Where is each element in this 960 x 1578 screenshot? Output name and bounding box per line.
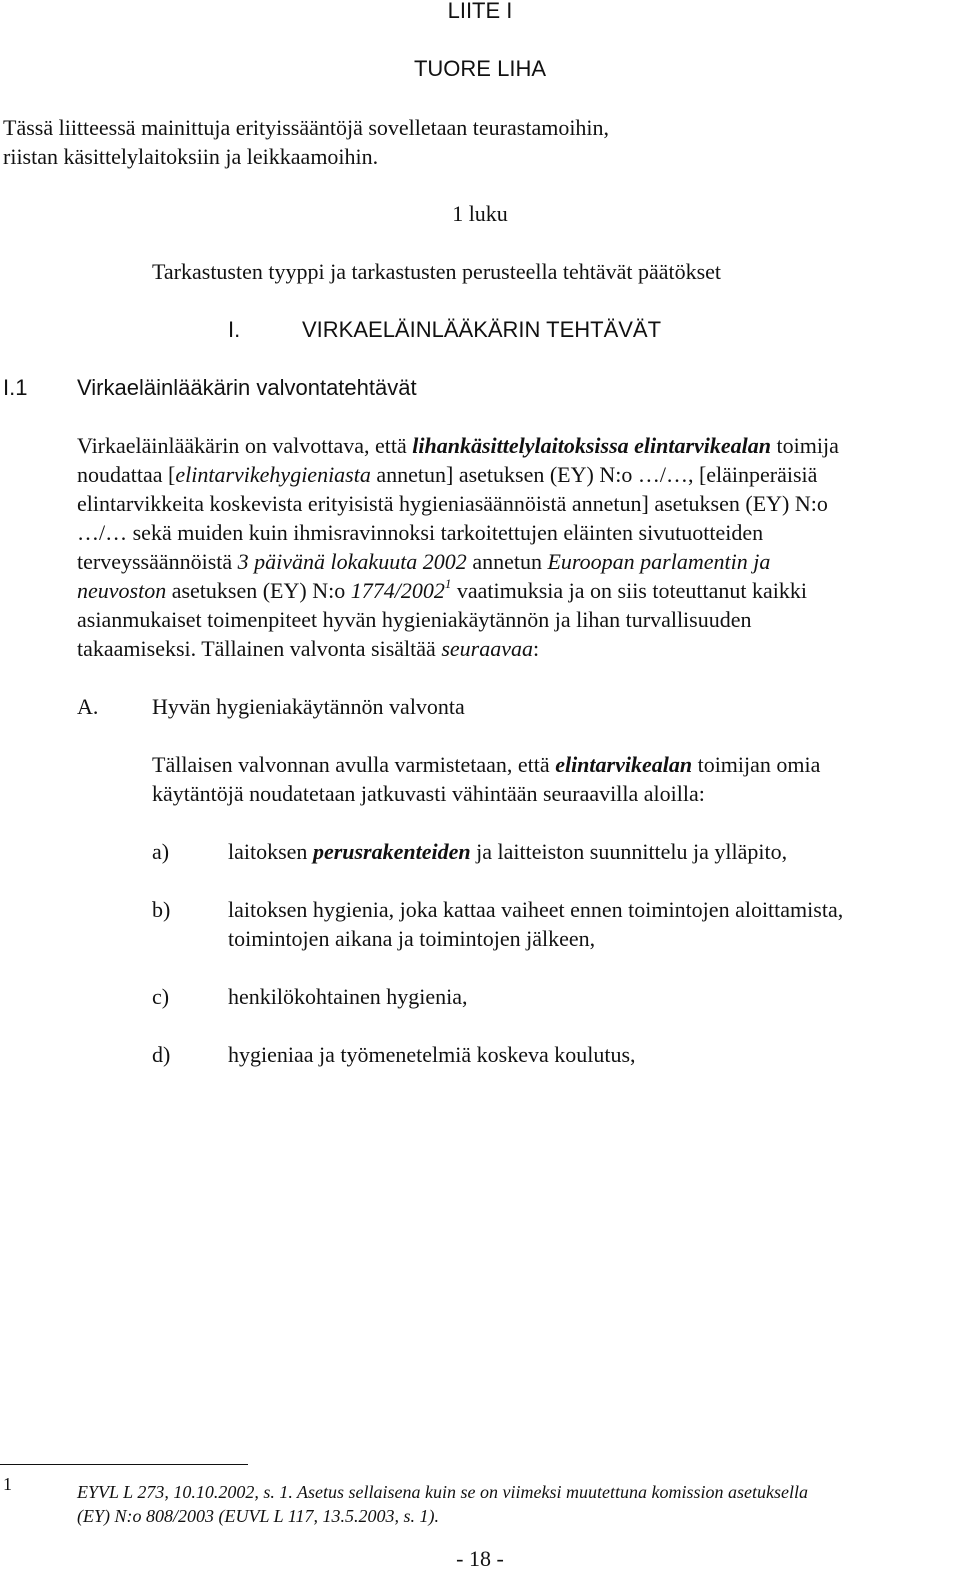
- page-number: - 18 -: [456, 1546, 504, 1571]
- footnote-reference: 1: [444, 575, 452, 591]
- chapter-number: 1 luku: [452, 201, 508, 226]
- footnote-separator: [0, 1464, 248, 1465]
- annex-heading: LIITE I: [447, 0, 513, 23]
- annex-title: TUORE LIHA: [413, 56, 547, 81]
- chapter-title: Tarkastusten tyyppi ja tarkastusten perusteella tehtävät päätökset: [152, 259, 722, 284]
